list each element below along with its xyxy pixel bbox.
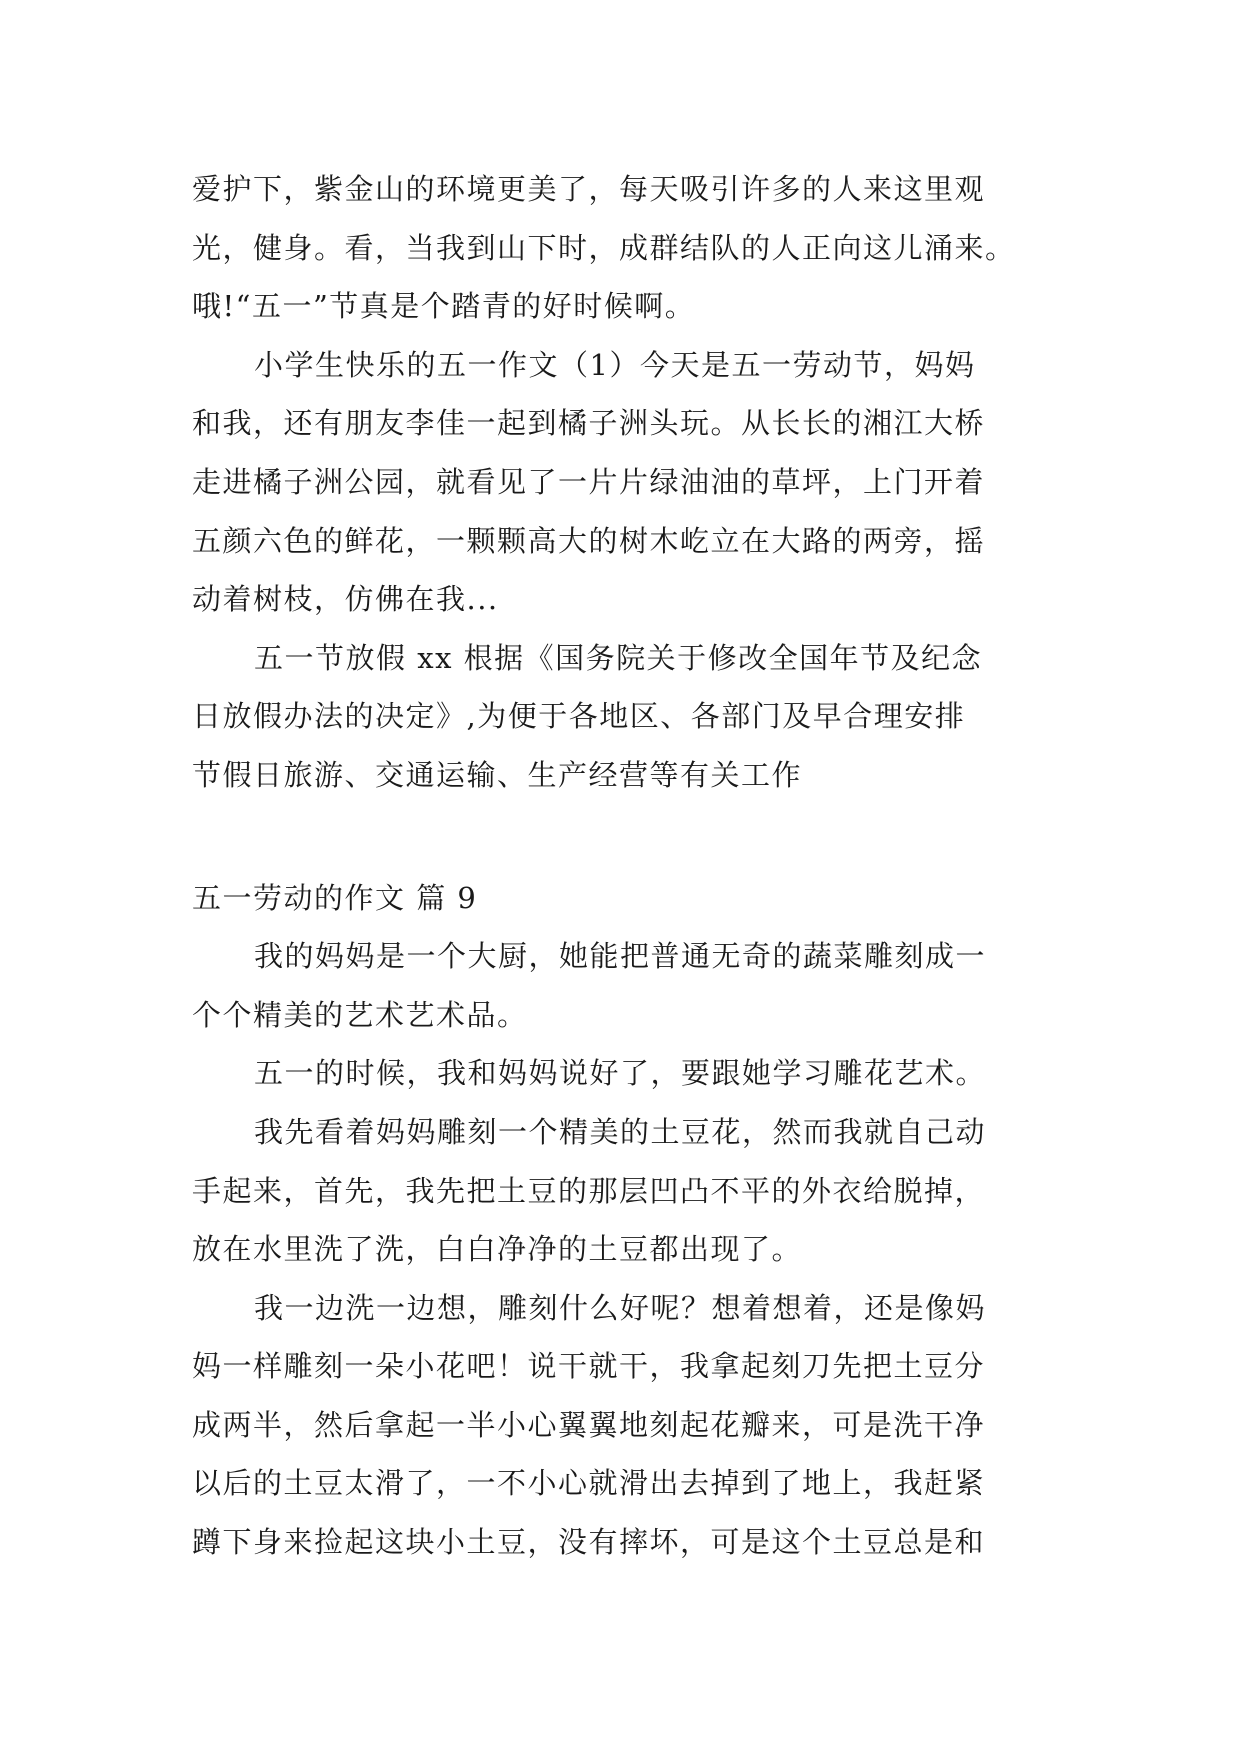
paragraph [192, 336, 1062, 629]
text-line: 手起来，首先，我先把土豆的那层凹凸不平的外衣给脱掉， [192, 1173, 986, 1208]
text-line: 五一节放假 xx 根据《国务院关于修改全国年节及纪念 [254, 640, 983, 675]
paragraph [192, 1044, 1062, 1103]
text-line: 个个精美的艺术艺术品。 [192, 997, 528, 1032]
text-line: 我先看着妈妈雕刻一个精美的土豆花，然而我就自己动 [254, 1114, 987, 1149]
paragraph [192, 1279, 1062, 1572]
paragraph [192, 927, 1062, 1044]
text-line: 小学生快乐的五一作文（1）今天是五一劳动节，妈妈 [254, 347, 976, 382]
text-line: 爱护下，紫金山的环境更美了，每天吸引许多的人来这里观 [192, 172, 986, 206]
text-line: 光，健身。看，当我到山下时，成群结队的人正向这儿涌来。 [192, 230, 1016, 265]
text-line: 我一边洗一边想，雕刻什么好呢？想着想着，还是像妈 [254, 1290, 987, 1325]
text-line: 蹲下身来捡起这块小土豆，没有摔坏，可是这个土豆总是和 [192, 1525, 986, 1560]
text-line: 以后的土豆太滑了，一不小心就滑出去掉到了地上，我赶紧 [192, 1466, 986, 1501]
section-heading: 五一劳动的作文 篇 9 [192, 880, 478, 915]
document-body [192, 160, 1062, 1572]
text-line: 动着树枝，仿佛在我... [192, 582, 499, 617]
paragraph [192, 1103, 1062, 1279]
text-line: 我的妈妈是一个大厨，她能把普通无奇的蔬菜雕刻成一 [254, 939, 987, 974]
text-line: 五颜六色的鲜花，一颗颗高大的树木屹立在大路的两旁，摇 [192, 523, 986, 558]
text-line: 和我，还有朋友李佳一起到橘子洲头玩。从长长的湘江大桥 [192, 406, 986, 441]
text-line: 哦!“五一”节真是个踏青的好时候啊。 [192, 289, 696, 324]
text-line: 放在水里洗了洗，白白净净的土豆都出现了。 [192, 1232, 803, 1267]
text-line: 节假日旅游、交通运输、生产经营等有关工作 [192, 757, 803, 792]
paragraph-continuation [192, 160, 1062, 336]
text-line: 成两半，然后拿起一半小心翼翼地刻起花瓣来，可是洗干净 [192, 1407, 986, 1442]
text-line: 走进橘子洲公园，就看见了一片片绿油油的草坪，上门开着 [192, 464, 986, 499]
text-line: 日放假办法的决定》,为便于各地区、各部门及早合理安排 [192, 699, 966, 734]
text-line: 妈一样雕刻一朵小花吧！说干就干，我拿起刻刀先把土豆分 [192, 1349, 986, 1384]
text-line: 五一的时候，我和妈妈说好了，要跟她学习雕花艺术。 [254, 1056, 987, 1091]
paragraph [192, 629, 1062, 805]
section-spacer [192, 805, 1062, 869]
